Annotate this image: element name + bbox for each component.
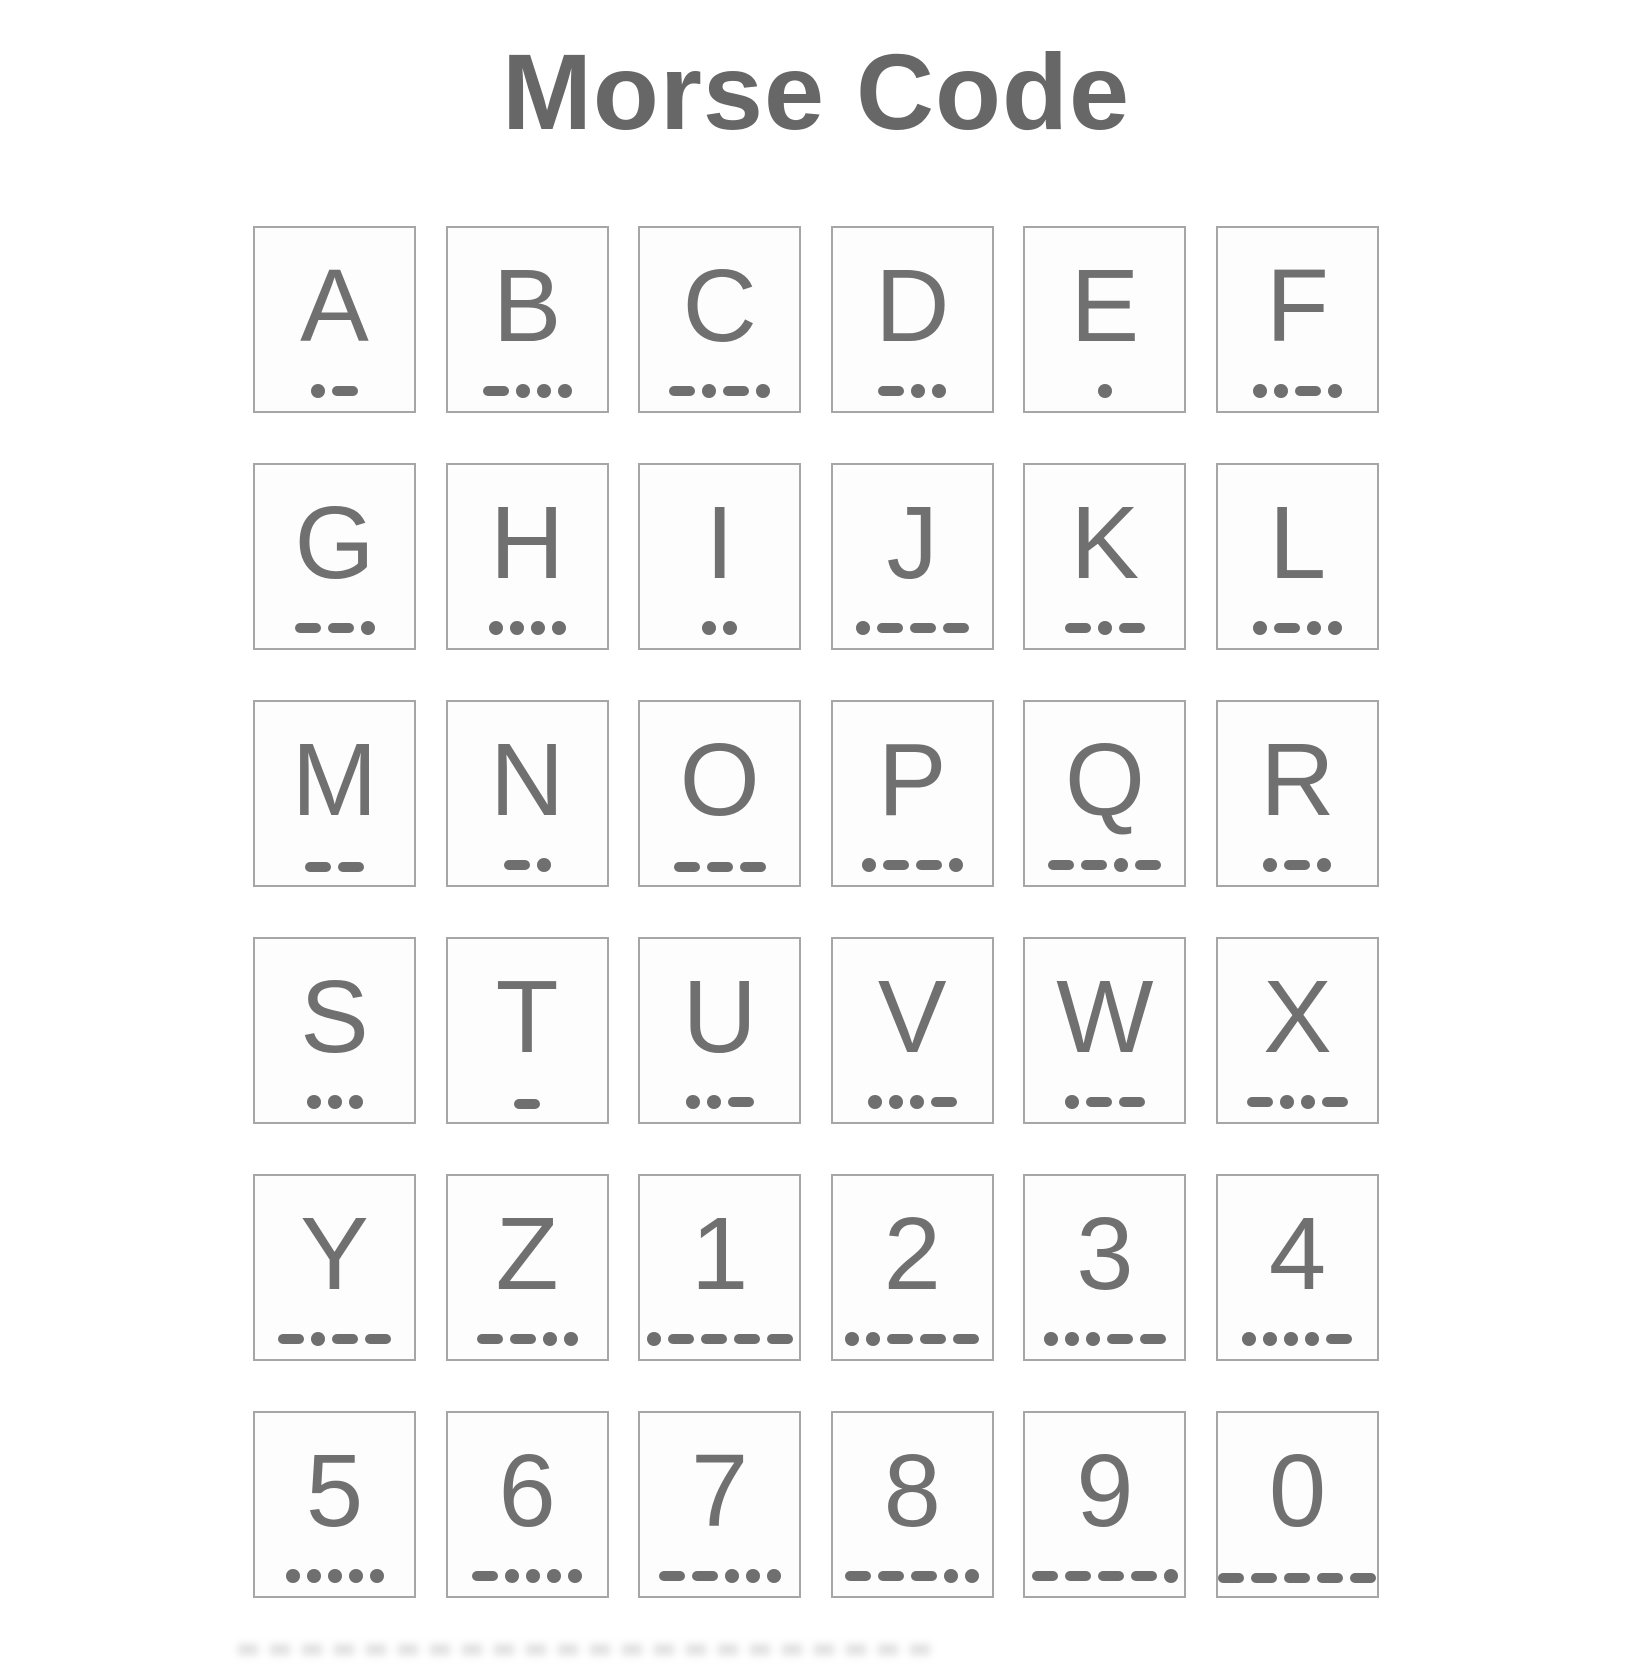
dash-symbol [1065,623,1091,633]
morse-card [1216,1411,1379,1598]
card-character: I [705,485,734,601]
dash-symbol [723,386,749,396]
dash-symbol [943,623,969,633]
morse-card [1023,700,1186,887]
dot-symbol [868,1095,882,1109]
dash-symbol [877,623,903,633]
dot-symbol [505,1569,519,1583]
dash-symbol [1218,1573,1244,1583]
card-character: 5 [305,1433,364,1549]
card-character: W [1056,959,1154,1075]
dash-symbol [1140,1334,1166,1344]
morse-card [831,463,994,650]
morse-symbols [448,1332,607,1346]
dash-symbol [338,862,364,872]
morse-symbols [255,384,414,398]
dash-symbol [1274,623,1300,633]
morse-card [1023,226,1186,413]
morse-symbols [448,1569,607,1583]
morse-symbols [255,1569,414,1583]
morse-card [253,700,416,887]
dot-symbol [307,1569,321,1583]
dash-symbol [510,1334,536,1344]
dash-symbol [845,1571,871,1581]
dot-symbol [856,621,870,635]
morse-card [1023,463,1186,650]
dash-symbol [883,860,909,870]
card-character: N [489,722,565,838]
dot-symbol [489,621,503,635]
dash-symbol [1048,860,1074,870]
dot-symbol [1280,1095,1294,1109]
dot-symbol [526,1569,540,1583]
card-character: J [886,485,939,601]
dot-symbol [307,1095,321,1109]
dot-symbol [1301,1095,1315,1109]
dot-symbol [1253,621,1267,635]
dot-symbol [1098,384,1112,398]
morse-symbols [640,384,799,398]
card-character: X [1263,959,1332,1075]
morse-card [638,700,801,887]
dash-symbol [477,1334,503,1344]
morse-symbols [1025,858,1184,872]
morse-grid [253,226,1379,1598]
morse-card [831,1174,994,1361]
dash-symbol [707,862,733,872]
morse-symbols [640,1332,799,1346]
dot-symbol [1242,1332,1256,1346]
morse-symbols [1025,621,1184,635]
dot-symbol [1263,858,1277,872]
dot-symbol [349,1569,363,1583]
dash-symbol [472,1571,498,1581]
morse-symbols [833,1332,992,1346]
dot-symbol [531,621,545,635]
dot-symbol [1307,621,1321,635]
dot-symbol [552,621,566,635]
morse-symbols [640,1095,799,1109]
morse-card [638,1411,801,1598]
dash-symbol [514,1099,540,1109]
morse-card [1216,1174,1379,1361]
morse-symbols [1218,1332,1377,1346]
dot-symbol [1328,621,1342,635]
dot-symbol [547,1569,561,1583]
card-character: 6 [498,1433,556,1549]
dash-symbol [1107,1334,1133,1344]
dash-symbol [1065,1571,1091,1581]
dot-symbol [328,1095,342,1109]
morse-card [831,226,994,413]
morse-card [253,937,416,1124]
morse-symbols [1218,384,1377,398]
dash-symbol [1350,1573,1376,1583]
morse-symbols [1025,384,1184,398]
card-character: 0 [1268,1433,1327,1549]
morse-card [831,937,994,1124]
card-character: U [682,959,757,1075]
dash-symbol [669,386,695,396]
morse-card [638,1174,801,1361]
morse-symbols [448,384,607,398]
dot-symbol [537,858,551,872]
dot-symbol [767,1569,781,1583]
dash-symbol [1326,1334,1352,1344]
dot-symbol [1328,384,1342,398]
dot-symbol [862,858,876,872]
dash-symbol [1086,1097,1112,1107]
dot-symbol [911,384,925,398]
morse-code-poster [0,30,1632,1598]
dash-symbol [1098,1571,1124,1581]
morse-symbols [448,621,607,635]
dot-symbol [723,621,737,635]
dot-symbol [543,1332,557,1346]
dot-symbol [1065,1332,1079,1346]
morse-card [831,1411,994,1598]
dot-symbol [1098,621,1112,635]
morse-symbols [448,1099,607,1109]
dash-symbol [920,1334,946,1344]
dash-symbol [728,1097,754,1107]
dash-symbol [332,386,358,396]
dash-symbol [1131,1571,1157,1581]
morse-card [638,937,801,1124]
dash-symbol [1135,860,1161,870]
dash-symbol [1119,623,1145,633]
dot-symbol [1317,858,1331,872]
dot-symbol [361,621,375,635]
dot-symbol [866,1332,880,1346]
dot-symbol [1253,384,1267,398]
dot-symbol [647,1332,661,1346]
morse-card [253,1411,416,1598]
morse-card [446,1174,609,1361]
morse-card [446,1411,609,1598]
morse-card [446,226,609,413]
watermark-smudge [238,1644,938,1655]
morse-card [1216,463,1379,650]
dash-symbol [931,1097,957,1107]
dash-symbol [878,1571,904,1581]
dash-symbol [674,862,700,872]
card-character: O [679,722,760,838]
dash-symbol [365,1334,391,1344]
dot-symbol [702,384,716,398]
morse-symbols [1218,1095,1377,1109]
dot-symbol [932,384,946,398]
dot-symbol [516,384,530,398]
card-character: F [1266,248,1329,364]
morse-symbols [255,621,414,635]
dot-symbol [311,384,325,398]
dot-symbol [725,1569,739,1583]
morse-card [1023,1411,1186,1598]
dot-symbol [1305,1332,1319,1346]
dash-symbol [1251,1573,1277,1583]
morse-symbols [640,862,799,872]
card-character: C [682,248,757,364]
dot-symbol [370,1569,384,1583]
morse-symbols [833,1095,992,1109]
dot-symbol [311,1332,325,1346]
morse-symbols [255,1095,414,1109]
dash-symbol [332,1334,358,1344]
card-character: 8 [883,1433,941,1549]
dash-symbol [278,1334,304,1344]
dash-symbol [483,386,509,396]
morse-symbols [1025,1095,1184,1109]
card-character: 1 [691,1196,749,1312]
dash-symbol [701,1334,727,1344]
dash-symbol [668,1334,694,1344]
morse-symbols [640,1569,799,1583]
dot-symbol [1274,384,1288,398]
dash-symbol [1081,860,1107,870]
dash-symbol [887,1334,913,1344]
dot-symbol [702,621,716,635]
dot-symbol [686,1095,700,1109]
dot-symbol [965,1569,979,1583]
dash-symbol [734,1334,760,1344]
dash-symbol [1284,860,1310,870]
morse-card [1216,937,1379,1124]
morse-card [1216,226,1379,413]
card-character: E [1070,248,1140,364]
morse-symbols [833,384,992,398]
dash-symbol [305,862,331,872]
morse-card [638,226,801,413]
card-character: P [877,722,947,838]
morse-symbols [1025,1569,1184,1583]
dash-symbol [1247,1097,1273,1107]
dot-symbol [949,858,963,872]
morse-card [253,1174,416,1361]
morse-symbols [640,621,799,635]
morse-card [253,226,416,413]
morse-card [831,700,994,887]
dash-symbol [911,1571,937,1581]
dot-symbol [1086,1332,1100,1346]
dot-symbol [944,1569,958,1583]
dash-symbol [692,1571,718,1581]
dash-symbol [1119,1097,1145,1107]
morse-card [253,463,416,650]
dash-symbol [295,623,321,633]
dash-symbol [910,623,936,633]
card-character: M [291,722,378,838]
morse-card [1216,700,1379,887]
morse-symbols [255,1332,414,1346]
morse-symbols [833,1569,992,1583]
dot-symbol [510,621,524,635]
card-character: Y [300,1196,369,1312]
page-title: Morse Code [501,31,1131,152]
card-character: Q [1064,722,1145,838]
card-character: 3 [1076,1196,1134,1312]
card-character: L [1268,485,1327,601]
dash-symbol [916,860,942,870]
morse-symbols [1218,621,1377,635]
dash-symbol [740,862,766,872]
dot-symbol [746,1569,760,1583]
dot-symbol [1263,1332,1277,1346]
dot-symbol [349,1095,363,1109]
card-character: G [294,485,375,601]
morse-symbols [255,862,414,872]
dot-symbol [756,384,770,398]
morse-symbols [833,858,992,872]
card-character: K [1070,485,1140,601]
dash-symbol [1317,1573,1343,1583]
dot-symbol [1114,858,1128,872]
dash-symbol [1295,386,1321,396]
card-character: A [300,248,369,364]
dash-symbol [659,1571,685,1581]
morse-symbols [448,858,607,872]
dot-symbol [568,1569,582,1583]
card-character: S [300,959,369,1075]
dash-symbol [878,386,904,396]
dot-symbol [1044,1332,1058,1346]
dot-symbol [564,1332,578,1346]
dash-symbol [953,1334,979,1344]
dot-symbol [1065,1095,1079,1109]
dot-symbol [558,384,572,398]
dot-symbol [328,1569,342,1583]
morse-card [1023,1174,1186,1361]
dot-symbol [845,1332,859,1346]
card-character: V [877,959,947,1075]
morse-card [446,700,609,887]
card-character: R [1260,722,1335,838]
dash-symbol [1284,1573,1310,1583]
card-character: D [875,248,950,364]
morse-card [446,937,609,1124]
card-character: 4 [1268,1196,1327,1312]
dot-symbol [537,384,551,398]
dash-symbol [504,860,530,870]
card-character: H [489,485,565,601]
card-character: T [495,959,559,1075]
morse-symbols [1025,1332,1184,1346]
dot-symbol [707,1095,721,1109]
dot-symbol [910,1095,924,1109]
morse-symbols [1218,858,1377,872]
morse-symbols [833,621,992,635]
morse-card [446,463,609,650]
card-character: Z [495,1196,559,1312]
dot-symbol [889,1095,903,1109]
dot-symbol [286,1569,300,1583]
morse-card [638,463,801,650]
dash-symbol [1032,1571,1058,1581]
card-character: B [492,248,562,364]
dash-symbol [1322,1097,1348,1107]
morse-card [1023,937,1186,1124]
morse-symbols [1218,1573,1377,1583]
card-character: 9 [1076,1433,1134,1549]
dash-symbol [767,1334,793,1344]
card-character: 7 [691,1433,749,1549]
card-character: 2 [883,1196,941,1312]
dash-symbol [328,623,354,633]
dot-symbol [1164,1569,1178,1583]
dot-symbol [1284,1332,1298,1346]
